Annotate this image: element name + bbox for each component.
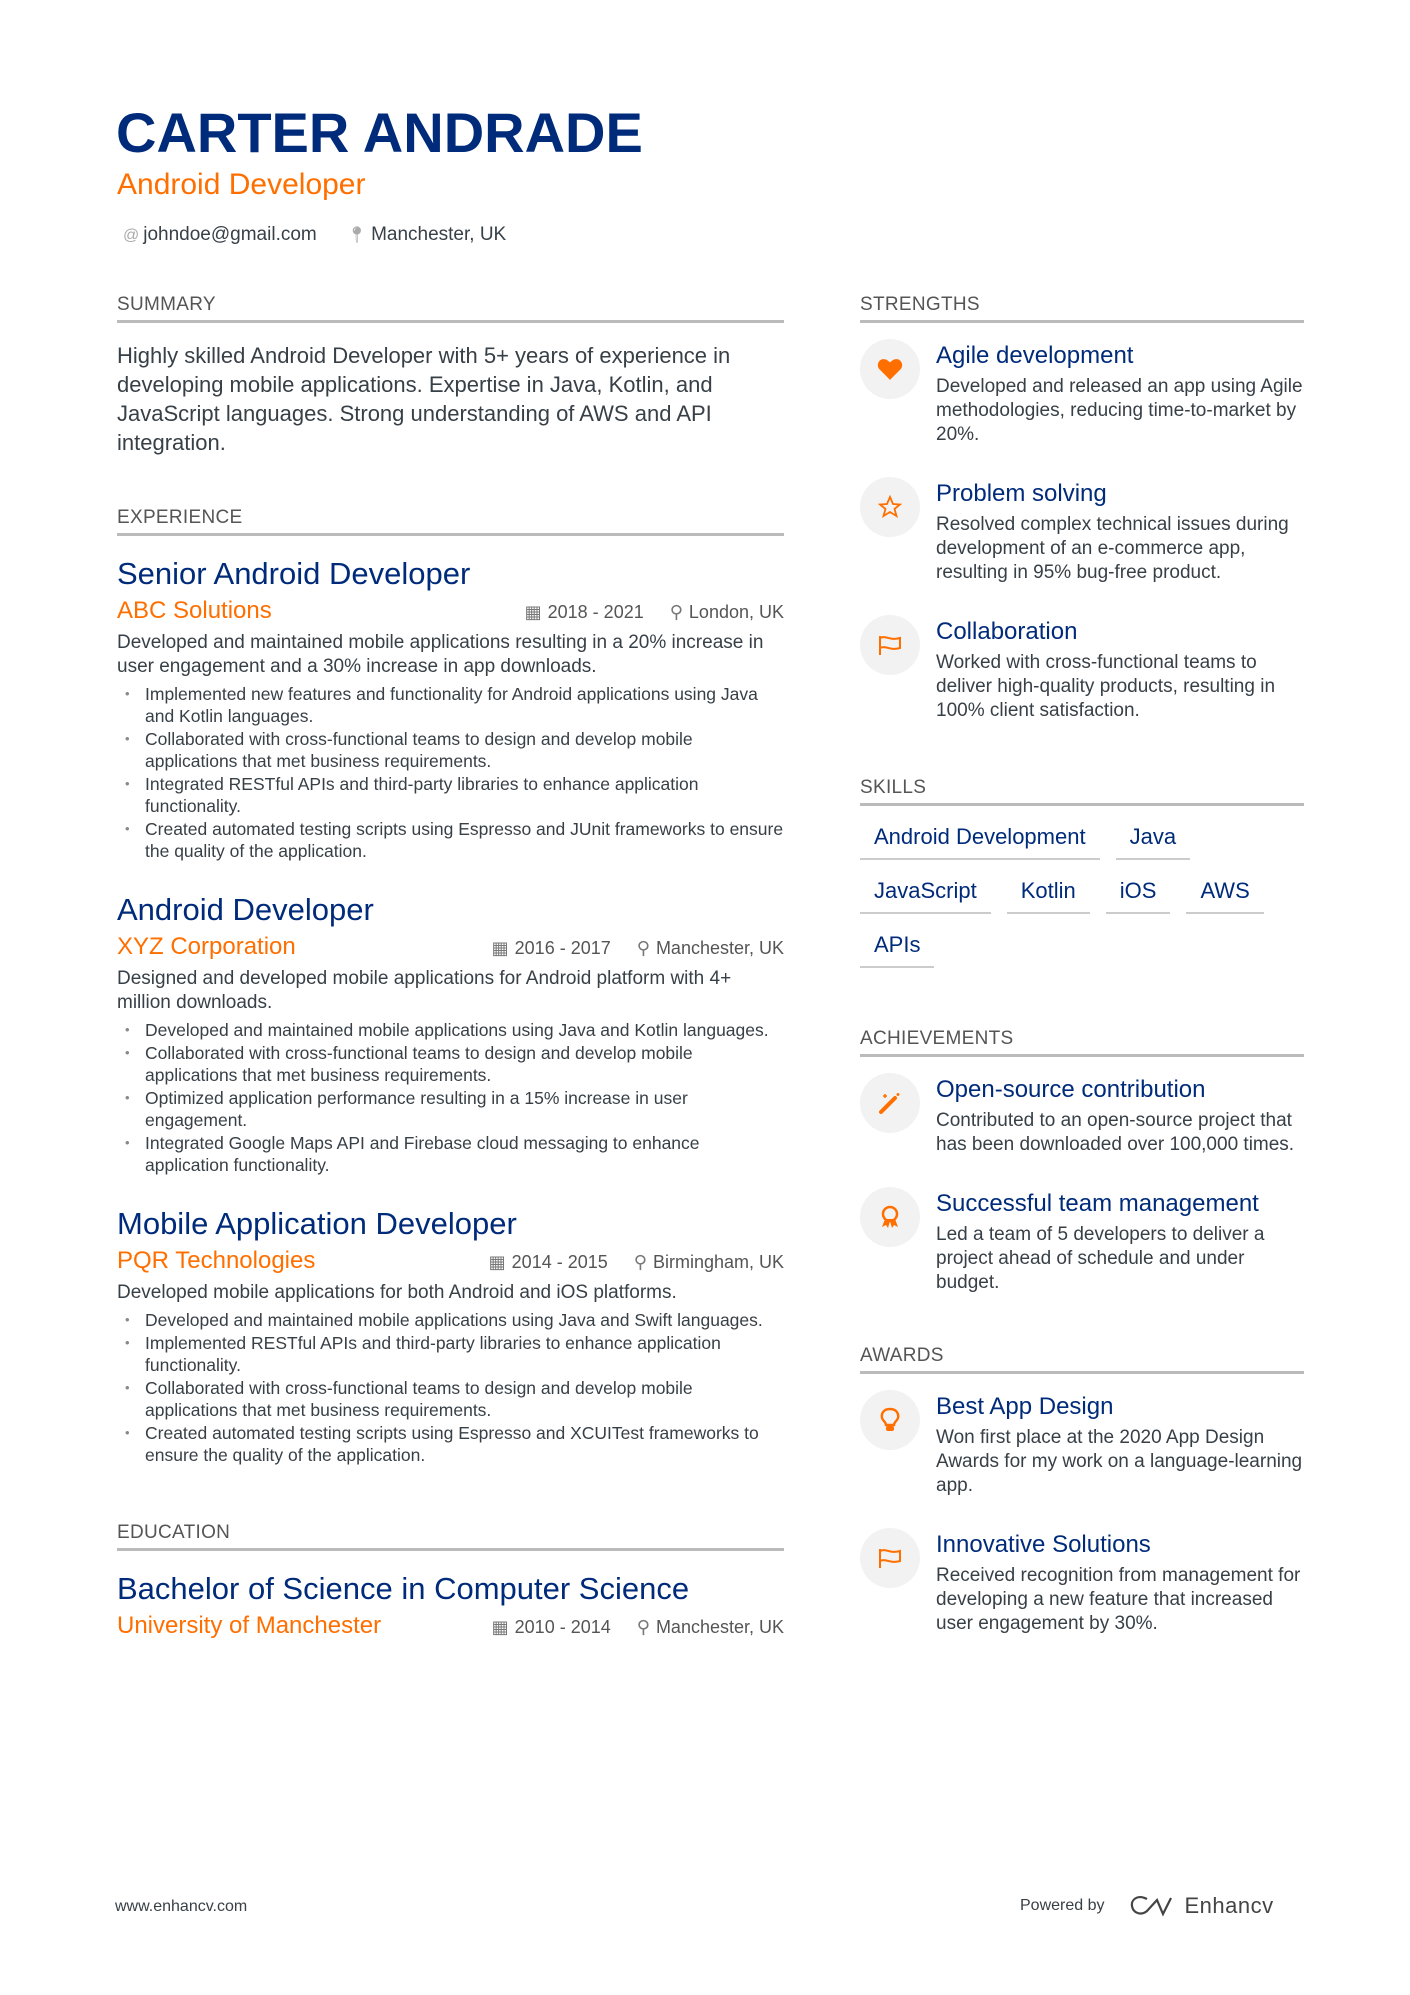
job-bullet: • Collaborated with cross-functional teams to design and develop mobile applications that met business requirements.: [117, 1377, 784, 1421]
email-contact[interactable]: [123, 224, 317, 246]
lightbulb-icon: [860, 1390, 920, 1450]
job-bullet: • Integrated Google Maps API and Firebase cloud messaging to enhance application functionality.: [117, 1132, 784, 1176]
summary-text: Highly skilled Android Developer with 5+ years of experience in developing mobile applications. Expertise in Java, Kotlin, and JavaScript languages. Strong understanding of AWS and API integration.: [117, 343, 731, 455]
magic-wand-icon: [860, 1073, 920, 1133]
achievements-list: [860, 1075, 1304, 1295]
job-bullet: • Developed and maintained mobile applications using Java and Kotlin languages.: [117, 1019, 784, 1041]
location-text: Manchester, UK: [371, 224, 507, 245]
left-column: [117, 294, 784, 1672]
job-bullet: • Optimized application performance resulting in a 15% increase in user engagement.: [117, 1087, 784, 1131]
email-text: johndoe@gmail.com: [143, 224, 317, 245]
item-title: Successful team management: [936, 1190, 1259, 1217]
item-description: Won first place at the 2020 App Design Awards for my work on a language-learning app.: [936, 1427, 1303, 1496]
summary-heading: SUMMARY: [117, 294, 784, 323]
calendar-icon: ▦: [491, 1617, 509, 1637]
strengths-heading: STRENGTHS: [860, 294, 1304, 323]
item-description: Worked with cross-functional teams to deliver high-quality products, resulting in 100% client satisfaction.: [936, 652, 1276, 721]
job-bullet: • Created automated testing scripts using Espresso and XCUITest frameworks to ensure the quality of the application.: [117, 1422, 784, 1466]
job-bullet: • Implemented new features and functionality for Android applications using Java and Kotlin languages.: [117, 683, 784, 727]
skills-heading: SKILLS: [860, 777, 1304, 806]
item-description: Contributed to an open-source project that has been downloaded over 100,000 times.: [936, 1110, 1295, 1155]
item-title: Agile development: [936, 342, 1134, 369]
strength-item: [860, 617, 1304, 723]
item-description: Led a team of 5 developers to deliver a project ahead of schedule and under budget.: [936, 1224, 1265, 1293]
experience-heading: EXPERIENCE: [117, 507, 784, 536]
job-bullet: • Developed and maintained mobile applications using Java and Swift languages.: [117, 1309, 784, 1331]
achievement-item: [860, 1189, 1304, 1295]
item-title: Problem solving: [936, 480, 1107, 507]
heart-icon: [860, 339, 920, 399]
job-description: Designed and developed mobile applications for Android platform with 4+ million downloads.: [117, 968, 732, 1013]
job-bullet: • Collaborated with cross-functional teams to design and develop mobile applications that met business requirements.: [117, 728, 784, 772]
job-bullets: [117, 1309, 784, 1466]
location-pin-icon: ⚲: [669, 602, 683, 622]
location-pin-icon: ⚲: [636, 1617, 650, 1637]
award-item: [860, 1392, 1304, 1498]
job-bullet: • Implemented RESTful APIs and third-party libraries to enhance application functionality.: [117, 1332, 784, 1376]
education-dates: 2010 - 2014: [514, 1617, 611, 1637]
education-heading: EDUCATION: [117, 1522, 784, 1551]
candidate-title: Android Developer: [117, 168, 366, 201]
job-description: Developed mobile applications for both Android and iOS platforms.: [117, 1282, 677, 1303]
item-title: Collaboration: [936, 618, 1078, 645]
award-ribbon-icon: [860, 1187, 920, 1247]
item-title: Best App Design: [936, 1393, 1114, 1420]
calendar-icon: ▦: [488, 1252, 506, 1272]
location-pin-icon: ⚲: [633, 1252, 647, 1272]
school: University of Manchester: [117, 1612, 382, 1639]
job-bullet: • Created automated testing scripts using Espresso and JUnit frameworks to ensure the quality of the application.: [117, 818, 784, 862]
education-entry: [117, 1569, 784, 1644]
skill-tag: JavaScript: [860, 878, 991, 914]
experience-entry: [117, 554, 784, 862]
job-title: Android Developer: [117, 892, 374, 927]
item-title: Open-source contribution: [936, 1076, 1206, 1103]
award-item: [860, 1530, 1304, 1636]
calendar-icon: ▦: [491, 938, 509, 958]
job-title: Mobile Application Developer: [117, 1206, 517, 1241]
experience-list: [117, 554, 784, 1466]
experience-entry: [117, 1204, 784, 1466]
skill-tag: Java: [1116, 824, 1190, 860]
skill-tag: AWS: [1186, 878, 1263, 914]
skill-tag: iOS: [1106, 878, 1171, 914]
achievement-item: [860, 1075, 1304, 1157]
enhancv-logo-icon: [1129, 1894, 1175, 1918]
education-location: Manchester, UK: [655, 1617, 784, 1637]
brand-name: Enhancv: [1184, 1893, 1274, 1918]
star-icon: [860, 477, 920, 537]
job-location: Birmingham, UK: [652, 1252, 784, 1272]
flag-icon: [860, 1528, 920, 1588]
item-title: Innovative Solutions: [936, 1531, 1151, 1558]
company-name: ABC Solutions: [117, 597, 272, 624]
skill-tag: Kotlin: [1007, 878, 1090, 914]
at-icon: @: [123, 227, 140, 244]
candidate-name: CARTER ANDRADE: [116, 101, 643, 164]
right-column: [860, 294, 1304, 1668]
location-contact: [347, 224, 506, 246]
item-description: Developed and released an app using Agile methodologies, reducing time-to-market by 20%.: [936, 376, 1303, 445]
job-bullets: [117, 683, 784, 862]
item-description: Received recognition from management for developing a new feature that increased user engagement by 30%.: [936, 1565, 1301, 1634]
job-description: Developed and maintained mobile applications resulting in a 20% increase in user engagement and a 30% increase in app downloads.: [117, 632, 764, 677]
location-pin-icon: ⚲: [636, 938, 650, 958]
job-title: Senior Android Developer: [117, 556, 471, 591]
job-location: Manchester, UK: [655, 938, 784, 958]
awards-list: [860, 1392, 1304, 1636]
footer-brand: [1020, 1893, 1274, 1919]
flag-icon: [860, 615, 920, 675]
strength-item: [860, 341, 1304, 447]
skill-tag: APIs: [860, 932, 934, 968]
contact-info: [123, 224, 506, 246]
strengths-list: [860, 341, 1304, 723]
company-name: PQR Technologies: [117, 1247, 316, 1274]
company-name: XYZ Corporation: [117, 933, 296, 960]
skills-list: [860, 824, 1304, 968]
achievements-heading: ACHIEVEMENTS: [860, 1028, 1304, 1057]
powered-by-text: Powered by: [1020, 1897, 1105, 1914]
job-location: London, UK: [688, 602, 784, 622]
footer-website[interactable]: www.enhancv.com: [115, 1898, 248, 1915]
calendar-icon: ▦: [524, 602, 542, 622]
job-bullets: [117, 1019, 784, 1176]
degree: Bachelor of Science in Computer Science: [117, 1571, 690, 1606]
job-dates: 2014 - 2015: [511, 1252, 608, 1272]
location-pin-icon: 📍︎: [346, 227, 368, 244]
job-bullet: • Collaborated with cross-functional teams to design and develop mobile applications that met business requirements.: [117, 1042, 784, 1086]
job-bullet: • Integrated RESTful APIs and third-party libraries to enhance application functionality.: [117, 773, 784, 817]
job-dates: 2018 - 2021: [547, 602, 644, 622]
awards-heading: AWARDS: [860, 1345, 1304, 1374]
item-description: Resolved complex technical issues during development of an e-commerce app, resulting in 95% bug-free product.: [936, 514, 1289, 583]
experience-entry: [117, 890, 784, 1176]
strength-item: [860, 479, 1304, 585]
skill-tag: Android Development: [860, 824, 1100, 860]
job-dates: 2016 - 2017: [514, 938, 611, 958]
